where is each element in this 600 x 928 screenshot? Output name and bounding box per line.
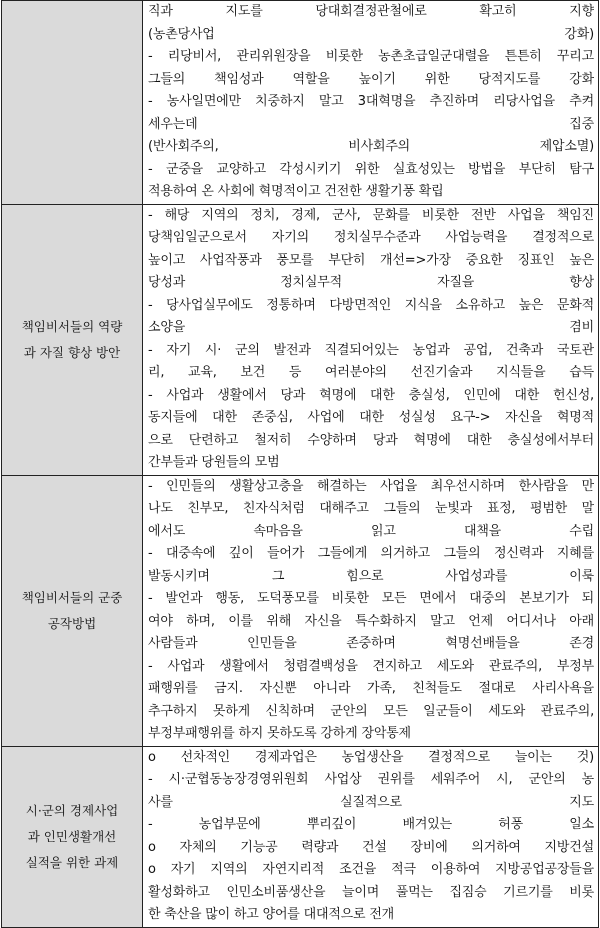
row-content-cell — [143, 1, 599, 205]
row-label-line: 책임비서들의 군중 — [21, 589, 123, 605]
content-line: 그들의 책임성과 역할을 높이기 위한 당적지도를 강화 — [148, 71, 594, 87]
table-row — [2, 1, 599, 205]
content-line: - 인민들의 생활상고충을 해결하는 사업을 최우선시하며 한사람을 만 — [148, 478, 594, 494]
row-content-cell — [143, 475, 599, 746]
content-line: - 해당 지역의 정치, 경제, 군사, 문화를 비롯한 전반 사업을 책임진 — [148, 207, 594, 223]
content-line: 높이고 사업작풍과 풍모를 부단히 개선=>가장 중요한 징표인 높은 — [148, 252, 594, 268]
content-line: 간부들과 당원들의 모범 — [148, 455, 280, 470]
content-line: 나도 친부모, 친자식처럼 대해주고 그들의 눈빛과 표정, 평범한 말 — [148, 501, 594, 516]
content-line: 리, 교육, 보건 등 여러분야의 선진기술과 지식들을 습득 — [148, 365, 594, 380]
content-line: 패행위를 금지. 자신뿐 아니라 가족, 친척들도 절대로 사리사욕을 — [148, 681, 594, 696]
content-line: 사람들과 인민들을 존중하며 혁명선배들을 존경 — [148, 636, 594, 651]
content-line: 활성화하고 인민소비품생산을 늘이며 풀먹는 집짐승 기르기를 비롯 — [148, 884, 594, 900]
content-line: - 사업과 생활에서 청렴결백성을 견지하고 세도와 관료주의, 부정부 — [148, 658, 594, 674]
content-line: (반사회주의, 비사회주의 제압소멸) — [148, 139, 594, 154]
content-line: - 자기 시· 군의 발전과 직결되어있는 농업과 공업, 건축과 국토관 — [148, 342, 594, 358]
table-row — [2, 204, 599, 475]
row-label-line: 책임비서들의 역량 — [21, 318, 123, 334]
content-line: 발동시키며 그 힘으로 사업성과를 이룩 — [148, 568, 594, 584]
content-line: - 시·군협동농장경영위원회 사업상 권위를 세워주어 시, 군안의 농 — [148, 772, 594, 787]
content-line: 부정부패행위를 하지 못하도록 강하게 장악통제 — [148, 726, 411, 741]
content-line: o 자체의 기능공 력량과 건설 장비에 의거하여 지방건설 — [148, 839, 594, 855]
content-line: - 농사일면에만 치중하지 말고 3대혁명을 추진하며 리당사업을 추켜 — [148, 94, 594, 109]
content-line: 직과 지도를 당대회결정관철에로 확고히 지향 — [148, 4, 594, 19]
content-line: 사를 실질적으로 지도 — [148, 794, 594, 810]
row-label-cell — [2, 746, 143, 927]
content-line: - 리당비서, 관리위원장을 비롯한 농촌초급일군대렬을 튼튼히 꾸리고 — [148, 49, 594, 64]
table-row — [2, 746, 599, 927]
row-label-cell — [2, 1, 143, 205]
content-line: 당성과 정치실무적 자질을 향상 — [148, 275, 594, 290]
document-table — [1, 0, 599, 928]
content-line: - 당사업실무에도 정통하며 다방면적인 지식을 소유하고 높은 문화적 — [148, 297, 594, 313]
content-line: - 대중속에 깊이 들어가 그들에게 의거하고 그들의 정신력과 지혜를 — [148, 546, 594, 561]
content-line: 추구하지 못하게 신칙하며 군안의 모든 일군들이 세도와 관료주의, — [148, 703, 594, 719]
row-label-line: 과 자질 향상 방안 — [23, 344, 121, 360]
content-line: o 자기 지역의 자연지리적 조건을 적극 이용하여 지방공업공장들을 — [148, 862, 594, 877]
row-content-cell — [143, 746, 599, 927]
content-line: 동지들에 대한 존중심, 사업에 대한 성실성 요구-> 자신을 혁명적 — [148, 410, 594, 425]
content-line: - 농업부문에 뿌리깊이 배겨있는 허풍 일소 — [148, 817, 594, 832]
row-label-line: 시·군의 경제사업 — [25, 802, 119, 818]
row-label-line: 과 인민생활개선 — [27, 828, 117, 844]
content-line: 적용하여 온 사회에 혁명적이고 건전한 생활기풍 확립 — [148, 184, 444, 199]
table-row — [2, 475, 599, 746]
content-line: 여야 하며, 이를 위해 자신을 특수화하지 말고 언제 어디서나 아래 — [148, 613, 594, 629]
row-label-line: 공작방법 — [47, 615, 97, 631]
content-line: o 선차적인 경제과업은 농업생산을 결정적으로 늘이는 것) — [148, 749, 594, 765]
content-line: 으로 단련하고 철저히 수양하며 당과 혁명에 대한 충실성에서부터 — [148, 432, 594, 448]
row-label-cell — [2, 204, 143, 475]
content-line: - 발언과 행동, 도덕풍모를 비롯한 모든 면에서 대중의 본보기가 되 — [148, 591, 594, 606]
content-line: 한 축산을 많이 하고 양어를 대대적으로 전개 — [148, 907, 395, 922]
content-line: (농촌당사업 강화) — [148, 26, 594, 42]
content-line: 세우는데 집중 — [148, 116, 594, 132]
content-line: 에서도 속마음을 읽고 대책을 수립 — [148, 523, 594, 539]
content-line: - 사업과 생활에서 당과 혁명에 대한 충실성, 인민에 대한 헌신성, — [148, 387, 594, 403]
content-line: - 군중을 교양하고 각성시키기 위한 실효성있는 방법을 부단히 탐구 — [148, 161, 594, 177]
content-line: 소양을 겸비 — [148, 320, 594, 335]
content-line: 당책임일군으로서 자기의 정치실무수준과 사업능력을 결정적으로 — [148, 230, 594, 245]
row-label-cell — [2, 475, 143, 746]
row-content-cell — [143, 204, 599, 475]
row-label-line: 실적을 위한 과제 — [25, 854, 119, 870]
